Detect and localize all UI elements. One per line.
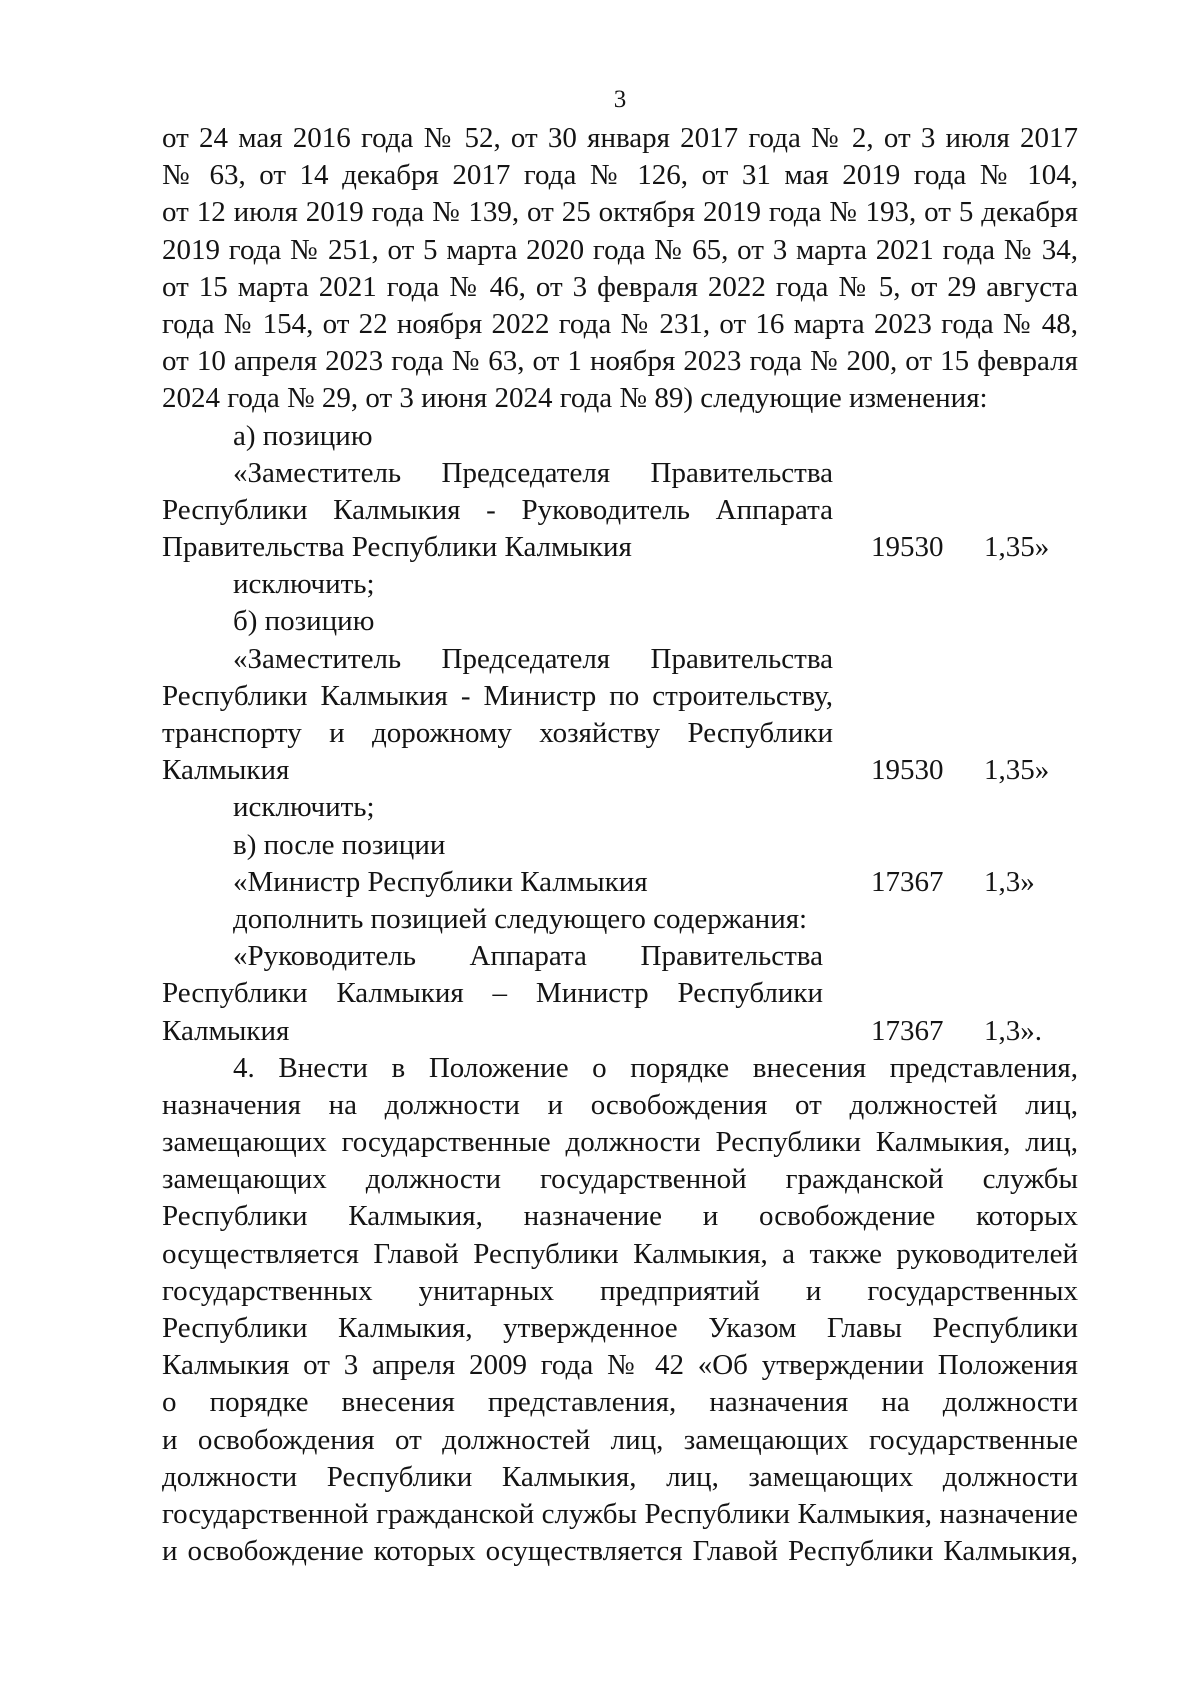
item-a-label: а) позицию xyxy=(233,419,373,452)
intro-line: 2019 года № 251, от 5 марта 2020 года № 65, от 3 марта 2021 года № 34, xyxy=(162,233,1078,266)
intro-line: от 15 марта 2021 года № 46, от 3 февраля 2022 года № 5, от 29 августа xyxy=(162,270,1078,303)
intro-paragraph xyxy=(162,120,1078,418)
item-a-position-line: Правительства Республики Калмыкия xyxy=(162,531,632,564)
item-c-action: дополнить позицией следующего содержания: xyxy=(233,902,808,935)
item-c-label: в) после позиции xyxy=(233,828,446,861)
item-a-salary: 19530 xyxy=(871,531,944,564)
item-a xyxy=(162,418,1078,604)
paragraph-4-line: замещающих должности государственной гражданской службы xyxy=(162,1163,1078,1196)
item-b-position-line: транспорту и дорожному хозяйству Республики xyxy=(162,717,833,749)
item-b-salary: 19530 xyxy=(871,754,944,787)
paragraph-4-line: Калмыкия от 3 апреля 2009 года № 42 «Об утверждении Положения xyxy=(162,1349,1078,1382)
paragraph-4-line: назначения на должности и освобождения от должностей лиц, xyxy=(162,1088,1078,1121)
paragraph-4-line: осуществляется Главой Республики Калмыкия, а также руководителей xyxy=(162,1237,1078,1270)
item-c xyxy=(162,827,1078,1050)
paragraph-4-line: государственной гражданской службы Республики Калмыкия, назначение xyxy=(162,1497,1078,1530)
item-b-position-line: Калмыкия xyxy=(162,754,290,787)
item-c-after-position-salary: 17367 xyxy=(871,865,944,898)
document-body xyxy=(162,120,1078,1570)
item-a-position-line: Республики Калмыкия - Руководитель Аппарата xyxy=(162,493,833,526)
item-b-label: б) позицию xyxy=(233,605,375,638)
paragraph-4-line: Республики Калмыкия, утвержденное Указом Главы Республики xyxy=(162,1312,1078,1344)
item-a-action: исключить; xyxy=(233,568,375,601)
intro-line: от 12 июля 2019 года № 139, от 25 октября 2019 года № 193, от 5 декабря xyxy=(162,196,1078,229)
paragraph-4-line: и освобождения от должностей лиц, замещающих государственные xyxy=(162,1423,1078,1456)
paragraph-4-line: государственных унитарных предприятий и государственных xyxy=(162,1274,1078,1307)
intro-line: 2024 года № 29, от 3 июня 2024 года № 89) следующие изменения: xyxy=(162,382,988,415)
paragraph-4-line: Республики Калмыкия, назначение и освобождение которых xyxy=(162,1200,1078,1233)
item-b-position-line: «Заместитель Председателя Правительства xyxy=(233,642,833,675)
item-b-position-row xyxy=(162,641,1078,678)
item-c-after-position-text: «Министр Республики Калмыкия xyxy=(233,865,648,898)
item-b-position-row xyxy=(162,715,1078,752)
intro-line: от 10 апреля 2023 года № 63, от 1 ноября 2023 года № 200, от 15 февраля xyxy=(162,345,1078,378)
item-c-new-salary: 17367 xyxy=(871,1014,944,1047)
paragraph-4 xyxy=(162,1050,1078,1571)
paragraph-4-line: о порядке внесения представления, назначения на должности xyxy=(162,1386,1078,1419)
item-c-after-position-row xyxy=(162,864,1078,901)
item-b-coefficient: 1,35» xyxy=(984,754,1050,787)
item-c-new-position-line: «Руководитель Аппарата Правительства xyxy=(233,940,823,973)
item-c-after-position-coefficient: 1,3» xyxy=(984,865,1035,898)
item-c-new-position-row xyxy=(162,938,1078,975)
paragraph-4-line: и освобождение которых осуществляется Главой Республики Калмыкия, xyxy=(162,1535,1078,1568)
item-b-action: исключить; xyxy=(233,791,375,824)
item-b-position-row xyxy=(162,752,1078,789)
item-c-new-position-line: Калмыкия xyxy=(162,1014,290,1047)
intro-line: № 63, от 14 декабря 2017 года № 126, от 31 мая 2019 года № 104, xyxy=(162,159,1078,192)
item-a-position-row xyxy=(162,455,1078,492)
item-c-new-coefficient: 1,3». xyxy=(984,1014,1042,1047)
item-c-new-position-row xyxy=(162,975,1078,1012)
paragraph-4-line: должности Республики Калмыкия, лиц, замещающих должности xyxy=(162,1460,1078,1493)
paragraph-4-line: замещающих государственные должности Республики Калмыкия, лиц, xyxy=(162,1126,1078,1159)
page-number: 3 xyxy=(613,86,627,113)
paragraph-4-line: 4. Внести в Положение о порядке внесения представления, xyxy=(233,1051,1078,1084)
item-c-new-position-line: Республики Калмыкия – Министр Республики xyxy=(162,977,823,1010)
item-b xyxy=(162,603,1078,826)
item-a-position-row xyxy=(162,529,1078,566)
item-a-coefficient: 1,35» xyxy=(984,531,1050,564)
item-c-new-position-row xyxy=(162,1013,1078,1050)
item-a-position-row xyxy=(162,492,1078,529)
intro-line: года № 154, от 22 ноября 2022 года № 231, от 16 марта 2023 года № 48, xyxy=(162,307,1078,340)
intro-line: от 24 мая 2016 года № 52, от 30 января 2017 года № 2, от 3 июля 2017 xyxy=(162,122,1078,154)
item-b-position-row xyxy=(162,678,1078,715)
item-b-position-line: Республики Калмыкия - Министр по строительству, xyxy=(162,679,833,712)
item-a-position-line: «Заместитель Председателя Правительства xyxy=(233,456,833,489)
